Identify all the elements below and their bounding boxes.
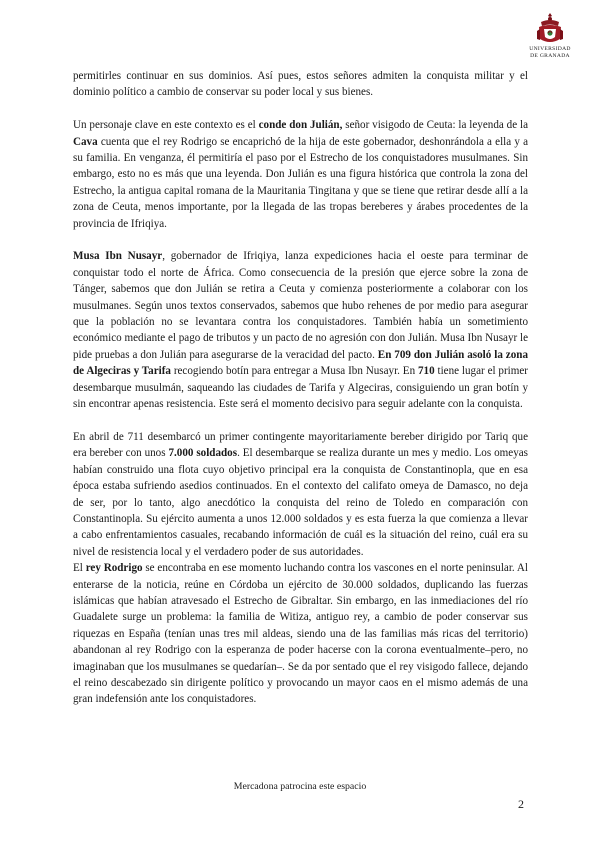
- logo-line-1: UNIVERSIDAD: [529, 46, 571, 52]
- bold-text: rey Rodrigo: [85, 562, 143, 575]
- text-run: tiene lugar el primer desembarque musulmán, saqueando las ciudades de Tarifa y Algeciras, consiguiendo un gran botín y sin encontrar apenas resistencia. Este será el momento decisivo para seguir adelante con la conquista.: [73, 365, 529, 411]
- text-run: cuenta que el rey Rodrigo se encaprichó de la hija de este gobernador, deshonrándola a ella y a su familia. En venganza, él permitiría el paso por el Estrecho de los conquistadores musulmanes. Sin embargo, esto no es más que una leyenda. Don Julián es una figura histórica que controla la zona del Estrecho, la antigua capital romana de la Mauritania Tingitana y que se tiene que retirar desde allí a la zona de Ceuta, menos importante, por la llegada de las tropas bereberes y árabes procedentes de la provincia de Ifriqiya.: [73, 135, 528, 230]
- text-run: señor visigodo de Ceuta: la leyenda de la: [342, 119, 529, 132]
- page-number: 2: [518, 797, 524, 811]
- bold-text: conde don Julián,: [258, 119, 343, 132]
- paragraph: [73, 68, 528, 101]
- paragraph: [73, 560, 528, 708]
- paragraph: [73, 248, 528, 412]
- text-run: se encontraba en ese momento luchando contra los vascones en el norte peninsular. Al enterarse de la noticia, reúne en Córdoba un ejército de 30.000 soldados, duplicando las fuerzas islámicas que habían atravesado el Estrecho de Gibraltar. Sin embargo, en las inmediaciones del río Guadalete surge un problema: la familia de Witiza, antiguo rey, a cambio de poder conservar sus riquezas en España (tenían unas tres mil aldeas, siendo una de las familias más ricas del territorio) abandonan al rey Rodrigo con la esperanza de poder hacerse con la corona eventualmente–pero, no imaginaban que los musulmanes se quedarían–. Se da por sentado que el rey visigodo fallece, dejando el reino descabezado sin dirigente político y provocando un mayor caos en el mismo además de una gran indefensión ante los conquistadores.: [73, 562, 529, 706]
- text-run: permitirles continuar en sus dominios. Así pues, estos señores admiten la conquista militar y el dominio político a cambio de conservar su poder local y sus bienes.: [73, 70, 528, 99]
- bold-text: 710: [417, 365, 435, 378]
- footer-sponsor: Mercadona patrocina este espacio: [233, 781, 367, 792]
- text-run: recogiendo botín para entregar a Musa Ibn Nusayr. En: [170, 365, 418, 378]
- text-run: . El desembarque se realiza durante un mes y medio. Los omeyas habían construido una flota cuyo objetivo principal era la conquista de Constantinopla, que en esa época estaba sufriendo asedios continuados. En el contexto del califato omeya de Damasco, no deja de ser, por lo tanto, algo anecdótico la conquista del reino de Toledo en comparación con Constantinopla. Su ejército aumenta a unos 12.000 soldados y es esta fuerza la que comienza a llevar a cabo enfrentamientos casuales, recabando información de cuál es la situación del reino, cuál era su nivel de resistencia local y el verdadero poder de sus autoridades.: [73, 447, 528, 558]
- main-text: [73, 68, 528, 724]
- text-run: El: [73, 562, 86, 575]
- university-crest-icon: [535, 12, 565, 46]
- bold-text: Cava: [73, 135, 98, 148]
- paragraph: [73, 117, 528, 232]
- bold-text: En 709 don Julián asoló la zona de Algeciras y Tarifa: [73, 348, 528, 378]
- paragraph: [73, 429, 528, 560]
- university-logo: [519, 12, 581, 59]
- text-run: , gobernador de Ifriqiya, lanza expediciones hacia el oeste para terminar de conquistar todo el norte de África. Como consecuencia de la presión que ejerce sobre la zona de Tánger, sabemos que don Julián se retira a Ceuta y comienza posteriormente a colaborar con los musulmanes. Según unos textos conservados, sabemos que hubo rehenes de por medio para asegurar que la población no se levantara contra los conquistadores. También había un sometimiento económico mediante el pago de tributos y un pacto de no agresión con don Julián. Musa Ibn Nusayr le pide pruebas a don Julián para asegurarse de la veracidad del pacto.: [73, 250, 528, 361]
- bold-text: Musa Ibn Nusayr: [73, 250, 163, 263]
- logo-line-2: DE GRANADA: [530, 52, 570, 59]
- text-run: En abril de 711 desembarcó un primer contingente mayoritariamente bereber dirigido por Tariq que era bereber con unos: [73, 430, 528, 460]
- text-run: Un personaje clave en este contexto es el: [73, 119, 259, 132]
- bold-text: 7.000 soldados: [168, 447, 238, 460]
